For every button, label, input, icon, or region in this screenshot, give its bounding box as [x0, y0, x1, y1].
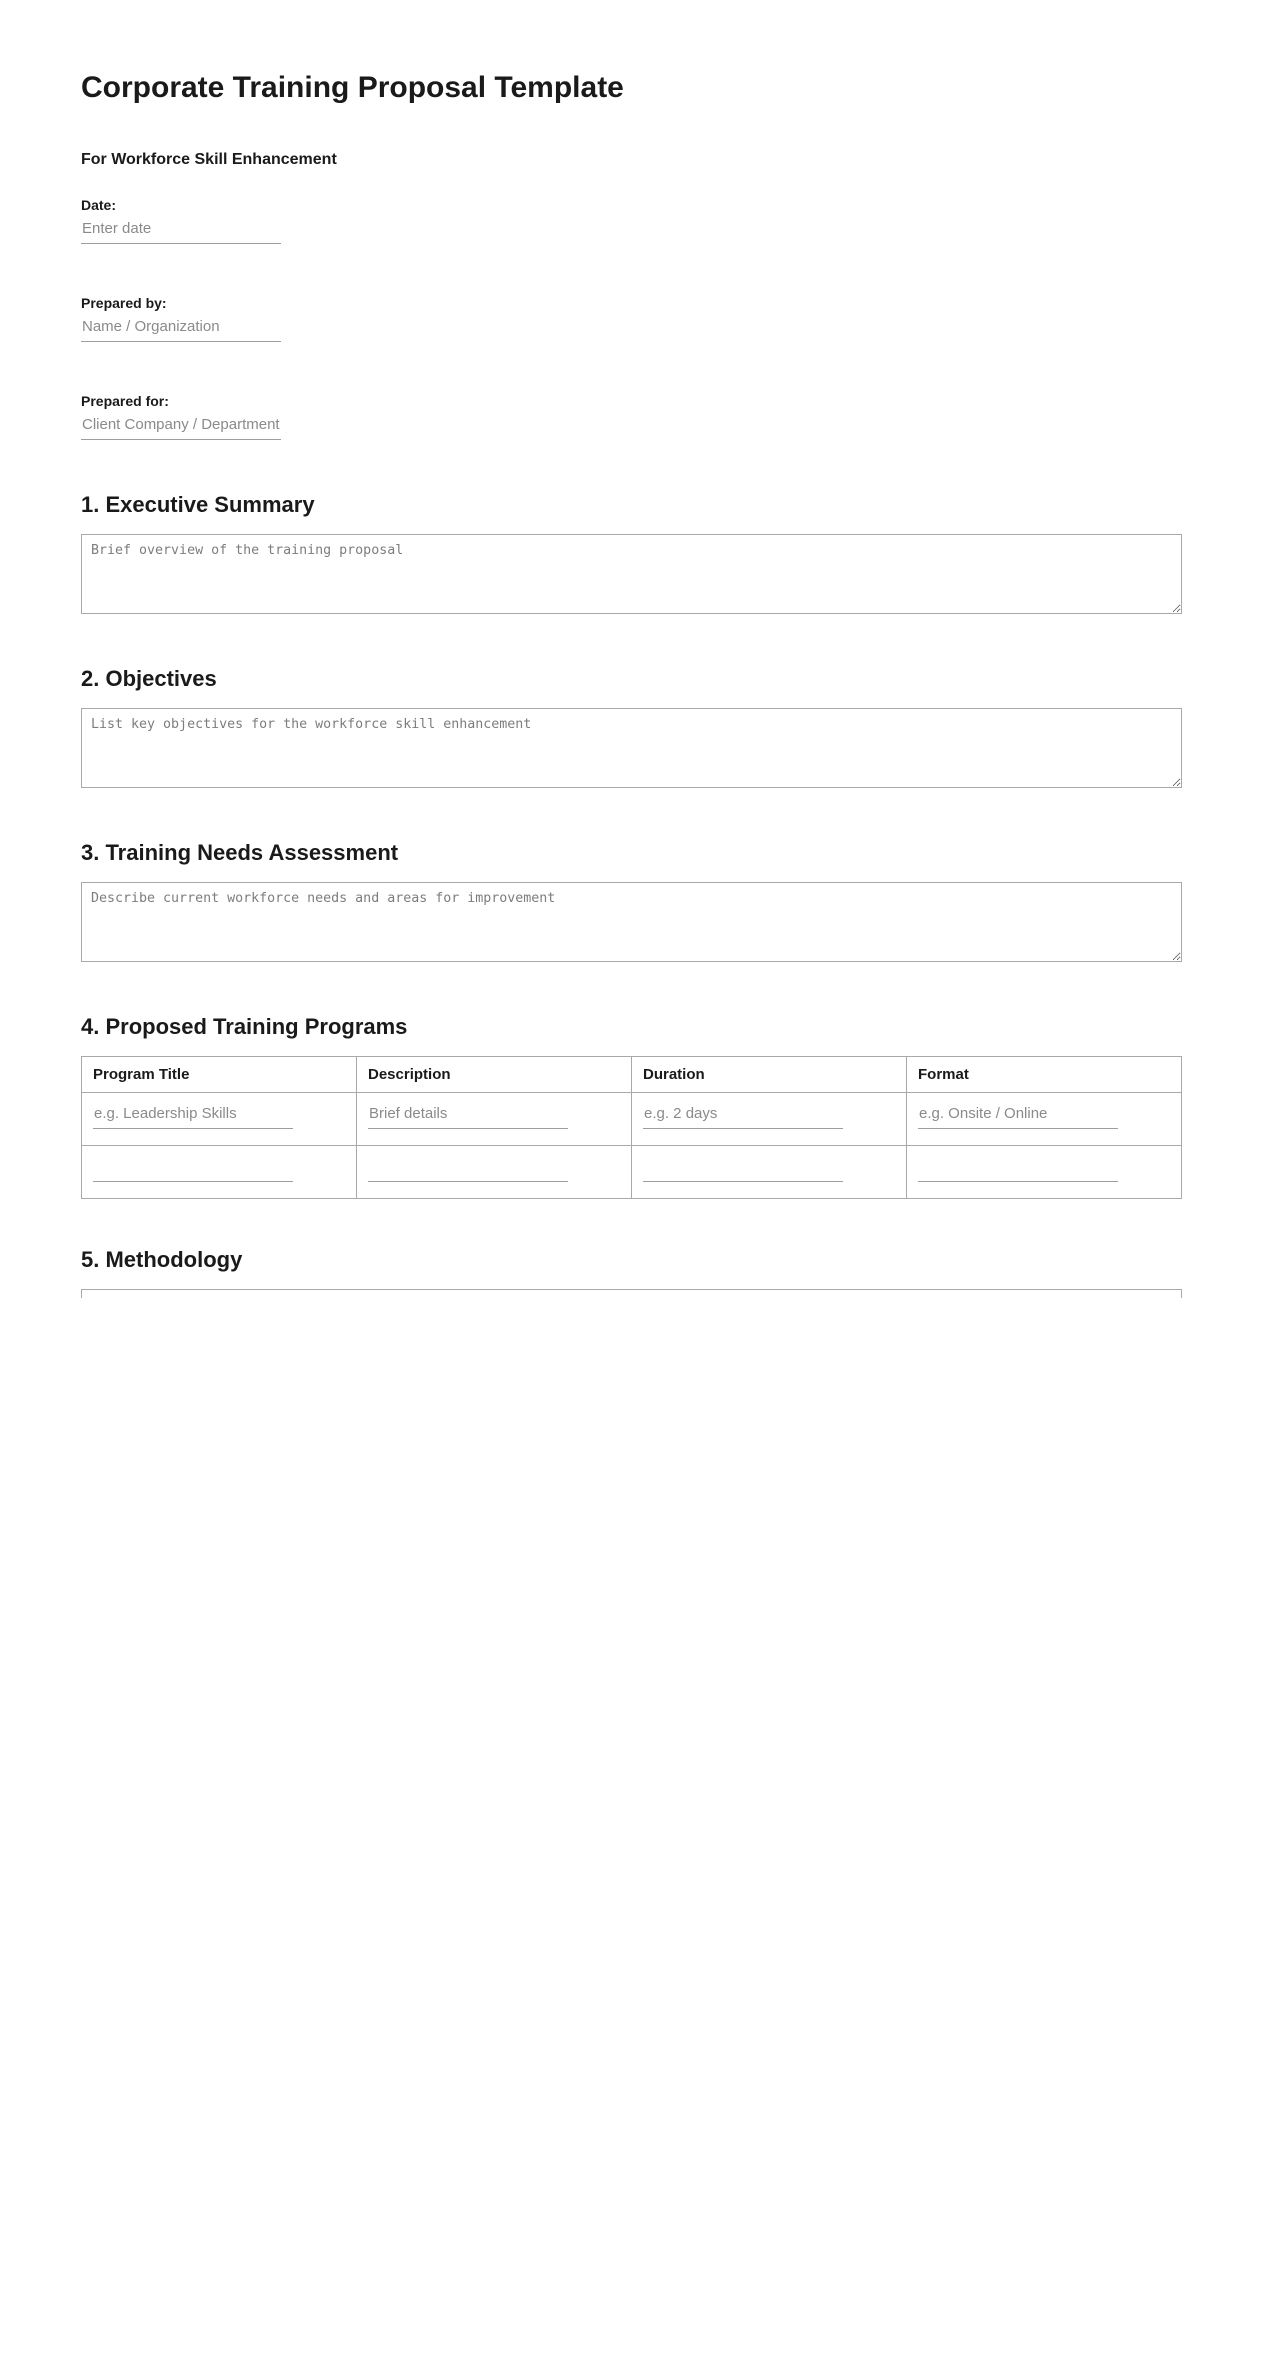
programs-table: [81, 1056, 1182, 1199]
section-training-needs: [81, 840, 1182, 962]
prepared-by-input[interactable]: [81, 316, 281, 342]
section-executive-summary: [81, 492, 1182, 614]
methodology-heading: 5. Methodology: [81, 1247, 243, 1272]
objectives-textarea[interactable]: [81, 708, 1182, 788]
description-input-row2[interactable]: [368, 1156, 568, 1182]
column-header-description: Description: [357, 1057, 632, 1093]
page-title: Corporate Training Proposal Template: [81, 71, 624, 104]
executive-summary-heading: 1. Executive Summary: [81, 492, 315, 517]
duration-input-row1[interactable]: [643, 1103, 843, 1129]
date-input[interactable]: [81, 218, 281, 244]
column-header-format: Format: [907, 1057, 1182, 1093]
duration-input-row2[interactable]: [643, 1156, 843, 1182]
programs-table-header-row: [82, 1057, 1182, 1093]
executive-summary-textarea[interactable]: [81, 534, 1182, 614]
training-needs-textarea[interactable]: [81, 882, 1182, 962]
table-row: [82, 1146, 1182, 1199]
table-row: [82, 1093, 1182, 1146]
prepared-for-input[interactable]: [81, 414, 281, 440]
proposed-programs-heading: 4. Proposed Training Programs: [81, 1014, 408, 1039]
section-objectives: [81, 666, 1182, 788]
objectives-heading: 2. Objectives: [81, 666, 217, 691]
description-input-row1[interactable]: [368, 1103, 568, 1129]
section-proposed-programs: [81, 1014, 1182, 1199]
prepared-for-field-group: [81, 392, 1182, 440]
format-input-row1[interactable]: [918, 1103, 1118, 1129]
page-subtitle: For Workforce Skill Enhancement: [81, 151, 337, 168]
prepared-by-field-group: [81, 294, 1182, 342]
column-header-program-title: Program Title: [82, 1057, 357, 1093]
program-title-input-row1[interactable]: [93, 1103, 293, 1129]
section-methodology: [81, 1247, 1182, 1298]
date-field-group: [81, 196, 1182, 244]
format-input-row2[interactable]: [918, 1156, 1118, 1182]
column-header-duration: Duration: [632, 1057, 907, 1093]
program-title-input-row2[interactable]: [93, 1156, 293, 1182]
prepared-by-label: Prepared by:: [81, 295, 167, 311]
methodology-textarea[interactable]: [81, 1289, 1182, 1298]
training-needs-heading: 3. Training Needs Assessment: [81, 840, 399, 865]
prepared-for-label: Prepared for:: [81, 393, 169, 409]
date-label: Date:: [81, 197, 117, 213]
